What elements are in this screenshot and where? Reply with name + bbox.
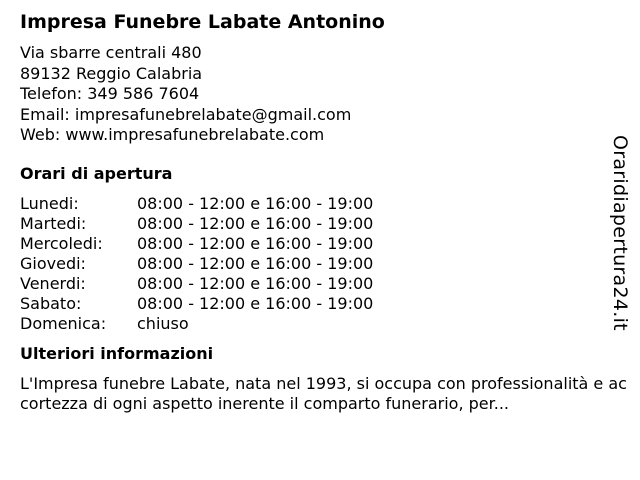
contact-block	[20, 43, 610, 146]
hours-row-friday	[20, 274, 610, 294]
time-value: 08:00 - 12:00 e 16:00 - 19:00	[137, 273, 374, 293]
day-label: Domenica:	[20, 313, 107, 333]
hours-row-monday	[20, 194, 610, 214]
hours-row-wednesday	[20, 234, 610, 254]
description-text: L'Impresa funebre Labate, nata nel 1993, si occupa con professionalità e accortezza di ogni aspetto inerente il comparto funerario, per...	[20, 373, 627, 413]
email-line: Email: impresafunebrelabate@gmail.com	[20, 104, 352, 124]
hours-row-thursday	[20, 254, 610, 274]
day-label: Lunedi:	[20, 193, 79, 213]
time-value: 08:00 - 12:00 e 16:00 - 19:00	[137, 293, 374, 313]
time-value: 08:00 - 12:00 e 16:00 - 19:00	[137, 213, 374, 233]
phone-line: Telefon: 349 586 7604	[20, 84, 200, 103]
day-label: Venerdi:	[20, 273, 86, 293]
hours-row-sunday	[20, 314, 610, 334]
time-value: chiuso	[137, 313, 189, 333]
city-line: 89132 Reggio Calabria	[20, 63, 203, 83]
hours-heading: Orari di apertura	[20, 163, 173, 183]
time-value: 08:00 - 12:00 e 16:00 - 19:00	[137, 193, 374, 213]
opening-hours-list	[20, 194, 610, 334]
info-heading: Ulteriori informazioni	[20, 343, 214, 363]
day-label: Giovedi:	[20, 253, 86, 273]
time-value: 08:00 - 12:00 e 16:00 - 19:00	[137, 233, 374, 253]
hours-row-tuesday	[20, 214, 610, 234]
hours-row-saturday	[20, 294, 610, 314]
web-line: Web: www.impresafunebrelabate.com	[20, 125, 325, 144]
day-label: Martedi:	[20, 213, 87, 233]
day-label: Sabato:	[20, 293, 82, 313]
day-label: Mercoledi:	[20, 233, 103, 253]
address-line: Via sbarre centrali 480	[20, 43, 202, 62]
time-value: 08:00 - 12:00 e 16:00 - 19:00	[137, 253, 374, 273]
site-watermark: Oraridiapertura24.it	[609, 135, 631, 331]
business-name: Impresa Funebre Labate Antonino	[20, 11, 385, 33]
